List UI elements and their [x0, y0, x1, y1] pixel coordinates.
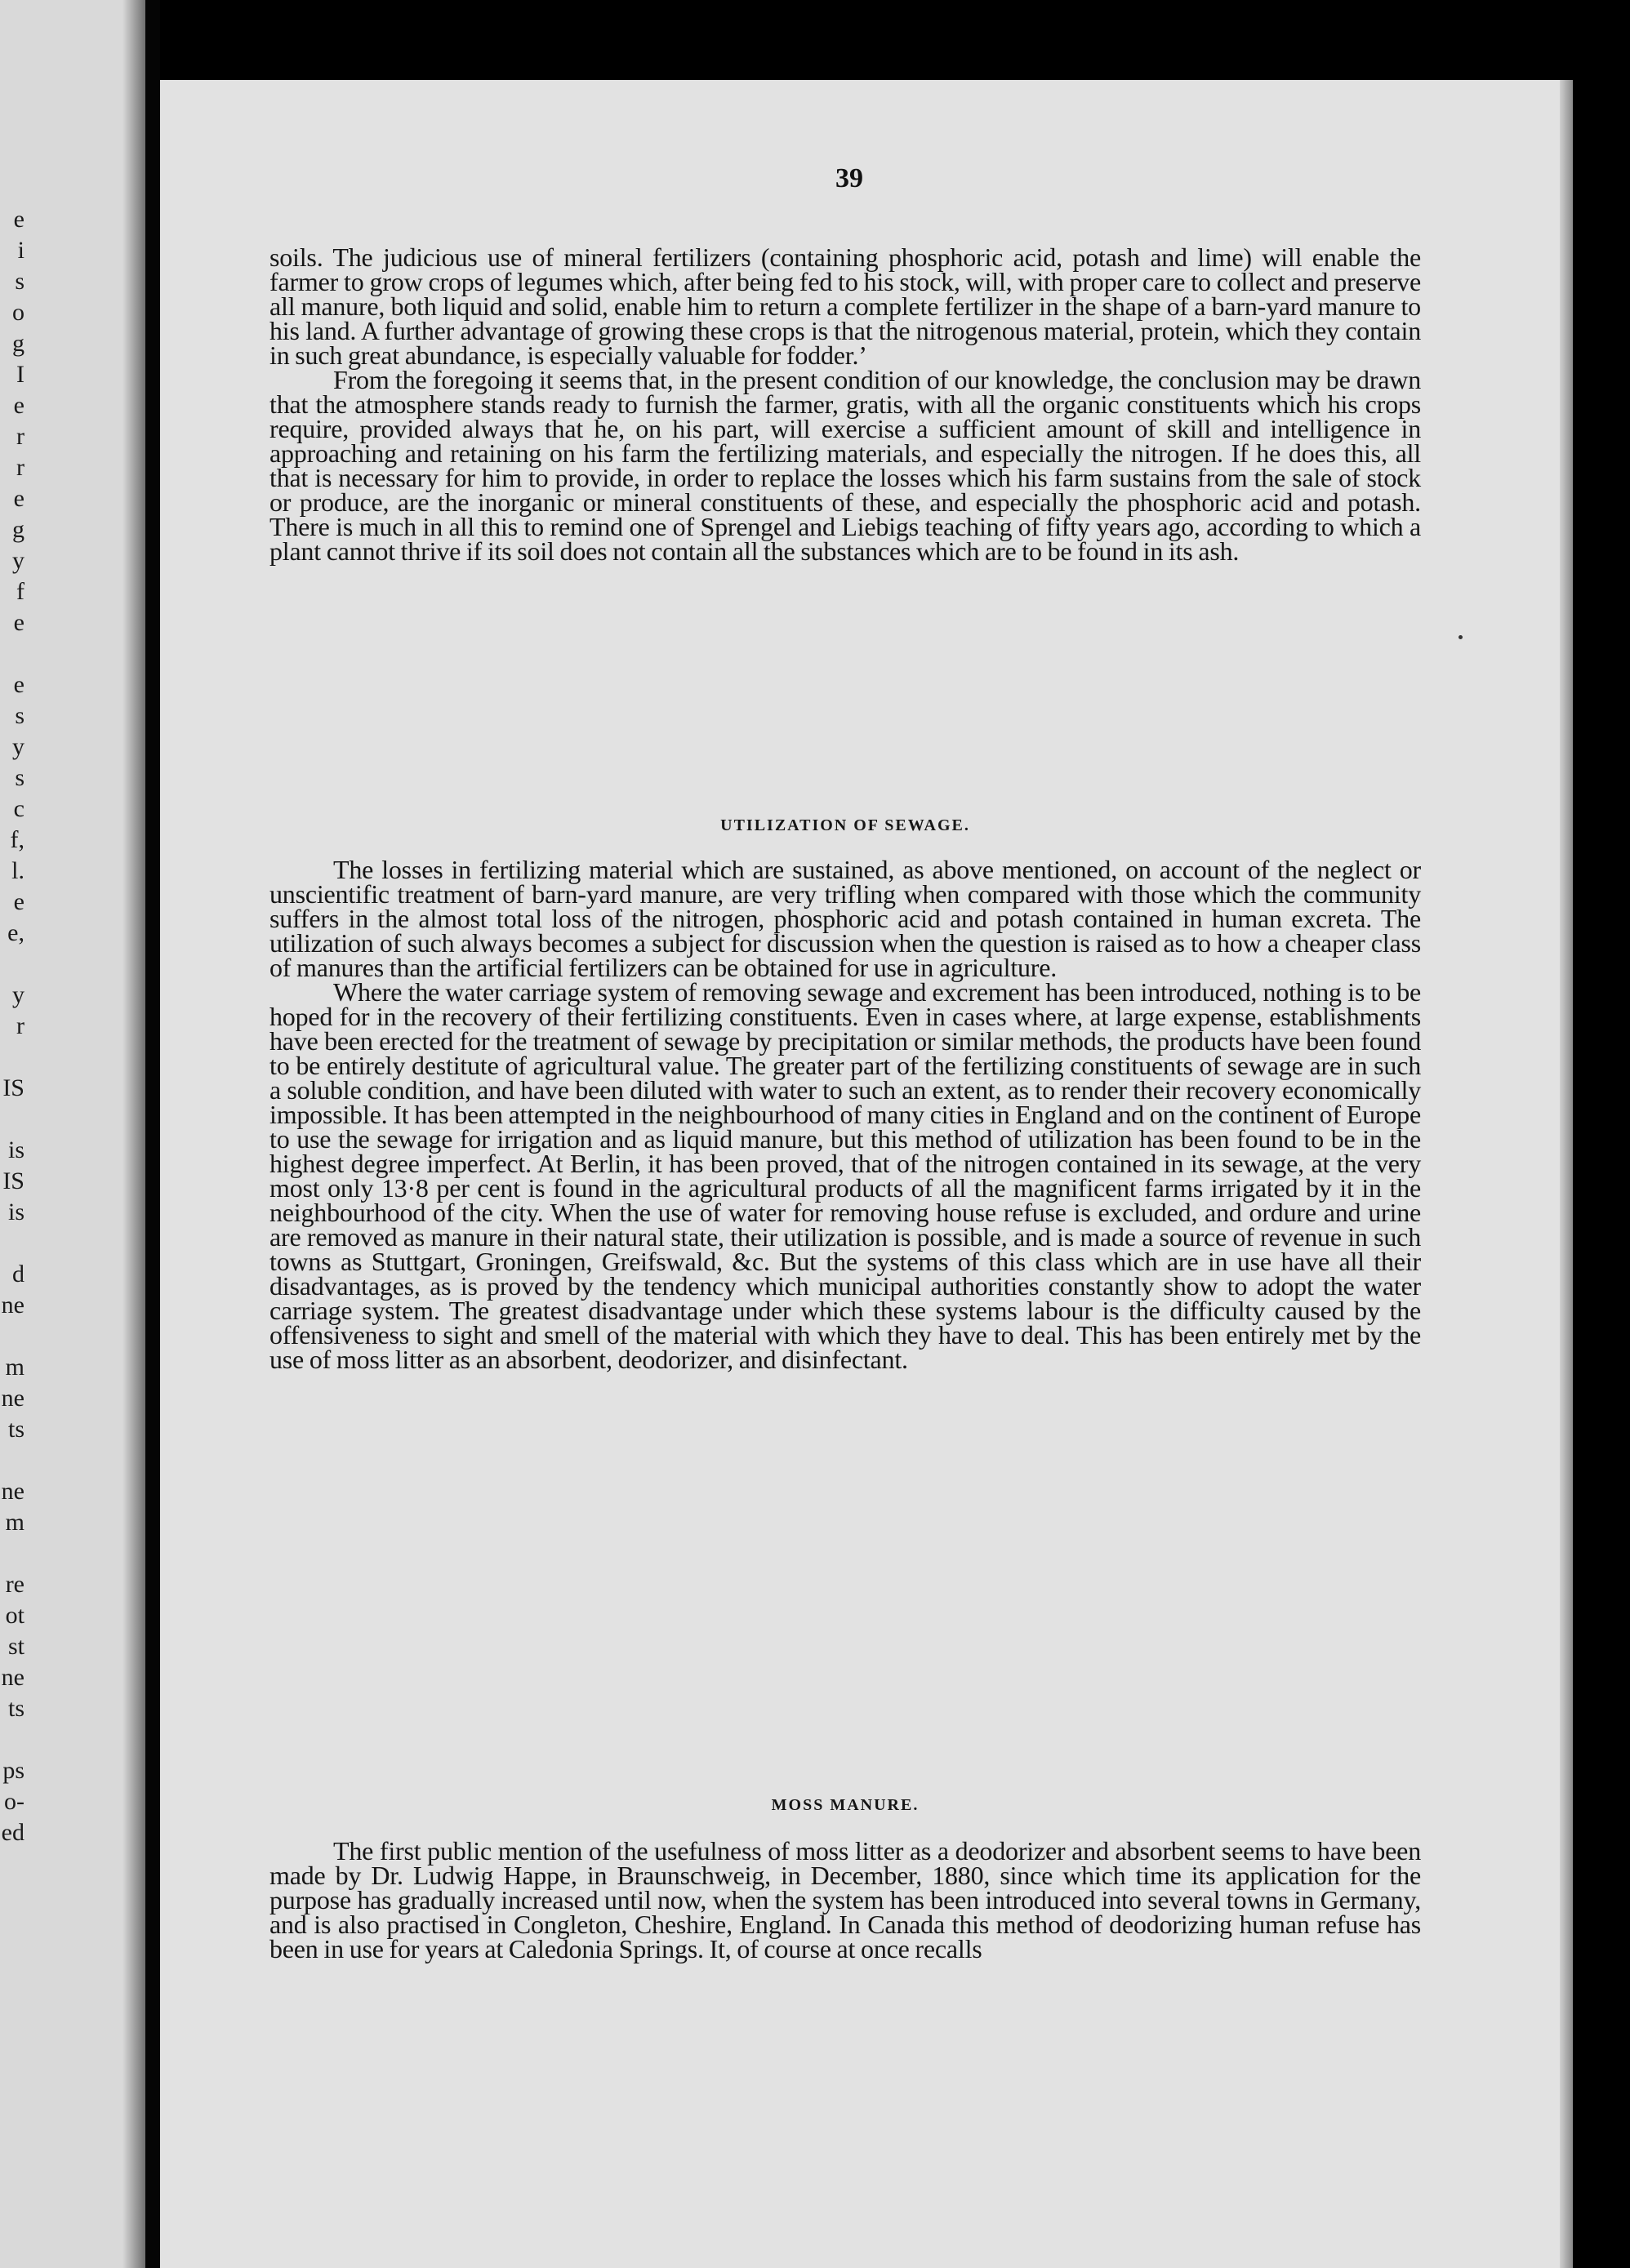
- left-margin-char: [0, 1104, 24, 1135]
- left-margin-char: m: [5, 1509, 24, 1536]
- left-margin-char: IS: [2, 1074, 24, 1101]
- left-margin-char: y: [12, 981, 24, 1008]
- page-right-edge-shadow: [1560, 80, 1573, 2268]
- section-moss-manure-text: [269, 1836, 1421, 1963]
- left-margin-char: [0, 1724, 24, 1755]
- left-margin-char: e,: [7, 919, 24, 946]
- page-number: 39: [835, 163, 863, 193]
- left-margin-char: st: [7, 1633, 24, 1660]
- left-margin-char: g: [12, 330, 24, 357]
- left-margin-char: [0, 638, 24, 669]
- left-margin-char: e: [13, 206, 24, 233]
- left-margin-char: s: [15, 702, 24, 729]
- book-spine: [145, 0, 160, 2268]
- left-margin-char: r: [16, 454, 24, 481]
- left-margin-char: is: [7, 1198, 24, 1225]
- left-margin-char: m: [5, 1354, 24, 1381]
- left-margin-char: ts: [7, 1416, 24, 1443]
- section-fertilizer-text: [269, 242, 1421, 566]
- left-margin-char: i: [17, 237, 24, 264]
- heading-moss-manure: MOSS MANURE.: [771, 1796, 920, 1814]
- left-margin-char: is: [7, 1136, 24, 1163]
- left-margin-char: d: [12, 1261, 24, 1287]
- heading-utilization-of-sewage: UTILIZATION OF SEWAGE.: [720, 816, 970, 834]
- left-margin-char: e: [13, 392, 24, 419]
- left-margin-char: [0, 949, 24, 980]
- left-margin-char: f,: [10, 826, 24, 853]
- left-page-cut-off-text: [0, 204, 24, 1848]
- left-margin-char: ne: [1, 1664, 24, 1691]
- left-margin-char: e: [13, 609, 24, 636]
- left-margin-char: f: [16, 578, 24, 605]
- left-margin-char: [0, 1042, 24, 1073]
- scan-speck: [1459, 635, 1463, 639]
- left-margin-char: [0, 1228, 24, 1259]
- left-margin-char: ne: [1, 1292, 24, 1319]
- left-margin-char: [0, 1538, 24, 1569]
- left-margin-char: y: [12, 547, 24, 574]
- left-margin-char: s: [15, 764, 24, 791]
- left-margin-char: y: [12, 733, 24, 760]
- left-margin-char: [0, 1321, 24, 1352]
- left-margin-char: ne: [1, 1478, 24, 1505]
- section-sewage-text: [269, 857, 1421, 1372]
- left-margin-char: c: [13, 795, 24, 822]
- paragraph-foregoing: From the foregoing it seems that, in the present condition of our knowledge, the conclusion may be drawn that the atmosphere stands ready to furnish the farmer, gratis, with all the organic constituents which his crops require, provided always that he, on his part, will exercise a sufficient amount of skill and intelligence in approaching and retaining on his farm the fertilizing materials, and especially the nitrogen. If he does this, all that is necessary for him to provide, in order to replace the losses which his farm sustains from the sale of stock or produce, are the inorganic or mineral constituents of these, and especially the phosphoric acid and potash. There is much in all this to remind one of Sprengel and Liebigs teaching of fifty years ago, according to which a plant cannot thrive if its soil does not contain all the substances which are to be found in its ash.: [269, 365, 1421, 566]
- left-margin-char: e: [13, 888, 24, 915]
- left-margin-char: I: [16, 361, 24, 388]
- left-margin-char: r: [16, 423, 24, 450]
- left-margin-char: e: [13, 671, 24, 698]
- left-margin-char: ed: [1, 1819, 24, 1846]
- paragraph-first-public-mention: The first public mention of the usefulness of moss litter as a deodorizer and absorbent seems to have been made by Dr. Ludwig Happe, in Braunschweig, in December, 1880, since which time its application for the purpose has gradually increased until now, when the system has been introduced into several towns in Germany, and is also practised in Congleton, Cheshire, England. In Canada this method of deodorizing human refuse has been in use for years at Caledonia Springs. It, of course at once recalls: [269, 1836, 1421, 1963]
- left-gutter-shadow: [122, 0, 145, 2268]
- left-margin-char: ps: [2, 1757, 24, 1784]
- left-margin-char: r: [16, 1012, 24, 1039]
- paragraph-water-carriage: Where the water carriage system of removing sewage and excrement has been introduced, nothing is to be hoped for in the recovery of their fertilizing constituents. Even in cases where, at large expense, establishments have been erected for the treatment of sewage by precipitation or similar methods, the products have been found to be entirely destitute of agricultural value. The greater part of the fertilizing constituents of sewage are in such a soluble condition, and have been diluted with water to such an extent, as to render their recovery economically impossible. It has been attempted in the neighbourhood of many cities in England and on the continent of Europe to use the sewage for irrigation and as liquid manure, but this method of utilization has been found to be in the highest degree imperfect. At Berlin, it has been proved, that of the nitrogen contained in its sewage, at the very most only 13·8 per cent is found in the agricultural products of all the magnificent farms irrigated by it in the neighbourhood of the city. When the use of water for removing house refuse is excluded, and ordure and urine are removed as manure in their natural state, their utilization is possible, and is made a source of revenue in such towns as Stuttgart, Groningen, Greifswald, &c. But the systems of this class which are in use have all their disadvantages, as is proved by the tendency which municipal authorities constantly show to adopt the water carriage system. The greatest disadvantage under which these systems labour is the difficulty caused by the offensiveness to sight and smell of the material with which they have to deal. This has been entirely met by the use of moss litter as an absorbent, deodorizer, and disinfectant.: [269, 977, 1421, 1374]
- left-margin-char: ot: [5, 1602, 24, 1629]
- left-margin-char: s: [15, 268, 24, 295]
- left-margin-char: [0, 1445, 24, 1476]
- left-margin-char: ts: [7, 1695, 24, 1722]
- left-margin-char: o: [12, 299, 24, 326]
- left-margin-char: IS: [2, 1167, 24, 1194]
- left-margin-char: l.: [11, 857, 24, 884]
- paragraph-losses: The losses in fertilizing material which are sustained, as above mentioned, on account of the neglect or unscientific treatment of barn-yard manure, are very trifling when compared with those which the community suffers in the almost total loss of the nitrogen, phosphoric acid and potash contained in human excreta. The utilization of such always becomes a subject for discussion when the question is raised as to how a cheaper class of manures than the artificial fertilizers can be obtained for use in agriculture.: [269, 855, 1421, 982]
- left-margin-char: g: [12, 516, 24, 543]
- left-margin-char: o-: [4, 1788, 24, 1815]
- paragraph-soils: soils. The judicious use of mineral fertilizers (containing phosphoric acid, potash and lime) will enable the farmer to grow crops of legumes which, after being fed to his stock, will, with proper care to collect and preserve all manure, both liquid and solid, enable him to return a complete fertilizer in the shape of a barn-yard manure to his land. A further advantage of growing these crops is that the nitrogenous material, protein, which they contain in such great abundance, is especially valuable for fodder.’: [269, 242, 1421, 370]
- left-margin-char: ne: [1, 1385, 24, 1412]
- left-margin-char: e: [13, 485, 24, 512]
- left-margin-char: re: [5, 1571, 24, 1598]
